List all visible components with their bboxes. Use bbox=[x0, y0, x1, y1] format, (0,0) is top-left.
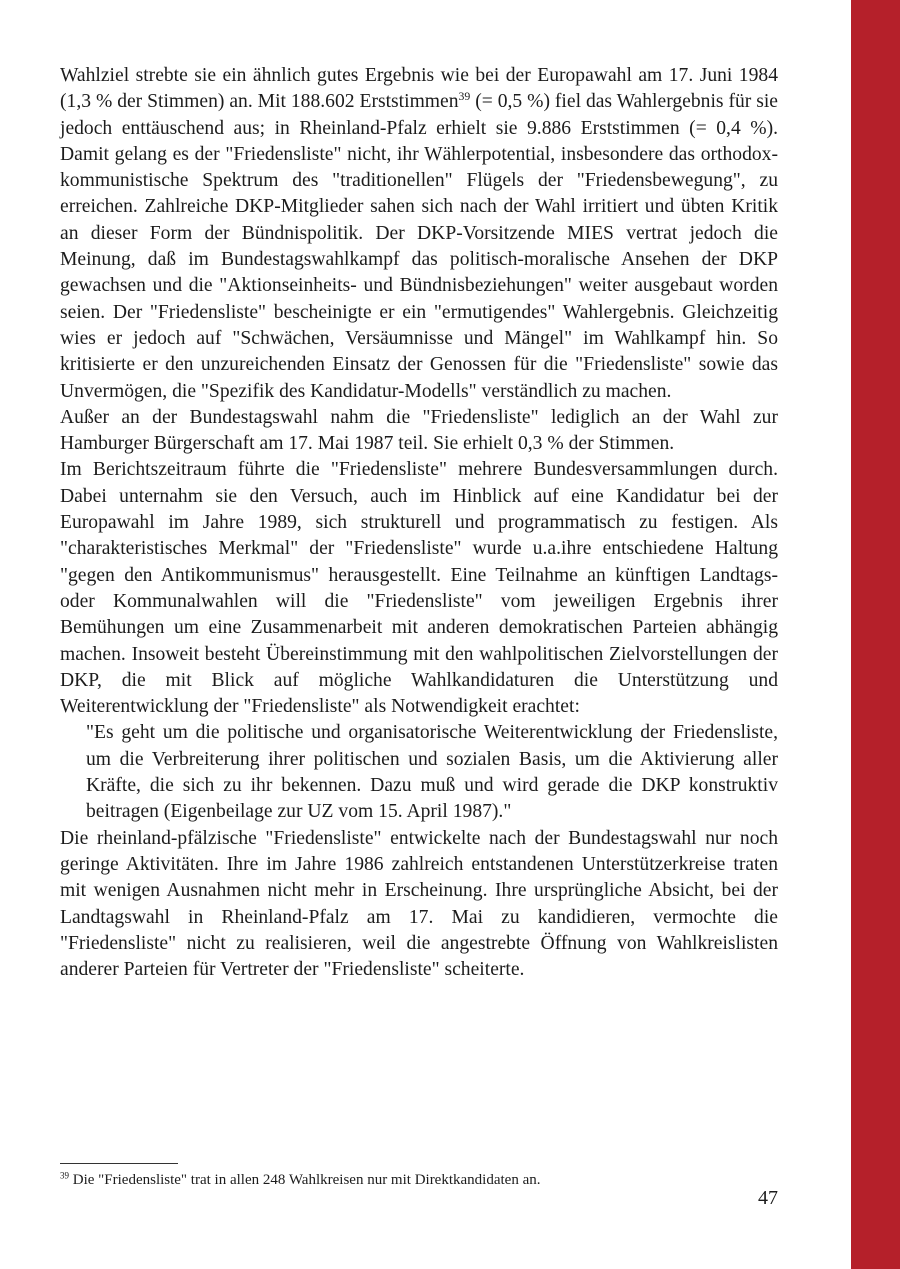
block-quote: "Es geht um die politische und organisatorische Weiterentwicklung der Friedensliste, um die Verbreiterung ihrer politischen und sozialen Basis, um die Aktivierung aller Kräfte, die sich zu ihr bekennen. Dazu muß und wird gerade die DKP konstruktiv beitragen (Eigenbeilage zur UZ vom 15. April 1987)." bbox=[86, 722, 778, 823]
footnote-separator bbox=[60, 1163, 178, 1164]
paragraph-3: Im Berichtszeitraum führte die "Friedensliste" mehrere Bundesversammlungen durch. Dabei unternahm sie den Versuch, auch im Hinblick auf eine Kandidatur bei der Europawahl im Jahre 1989, sich strukturell und programmatisch zu festigen. Als "charakteristisches Merkmal" der "Friedensliste" wurde u.a.ihre entschiedene Haltung "gegen den Antikommunismus" herausgestellt. Eine Teilnahme an künftigen Landtags- oder Kommunalwahlen will die "Friedensliste" vom jeweiligen Ergebnis ihrer Bemühungen um eine Zusammenarbeit mit anderen demokratischen Parteien abhängig machen. Insoweit besteht Übereinstimmung mit den wahlpolitischen Zielvorstellungen der DKP, die mit Blick auf mögliche Wahlkandidaturen die Unterstützung und Weiterentwicklung der "Friedensliste" als Notwendigkeit erachtet: bbox=[60, 459, 778, 718]
footnote bbox=[60, 1170, 760, 1190]
footnote-text: Die "Friedensliste" trat in allen 248 Wahlkreisen nur mit Direktkandidaten an. bbox=[69, 1172, 541, 1188]
paragraph-1 bbox=[60, 63, 778, 405]
page-body bbox=[60, 63, 778, 983]
paragraph-4: Die rheinland-pfälzische "Friedensliste" entwickelte nach der Bundestagswahl nur noch geringe Aktivitäten. Ihre im Jahre 1986 zahlreich entstandenen Unterstützerkreise traten mit wenigen Ausnahmen nicht mehr in Erscheinung. Ihre ursprüngliche Absicht, bei der Landtagswahl in Rheinland-Pfalz am 17. Mai zu kandidieren, vermochte die "Friedensliste" nicht zu realisieren, weil die angestrebte Öffnung von Wahlkreislisten anderer Parteien für Vertreter der "Friedensliste" scheiterte. bbox=[60, 827, 778, 981]
paragraph-2: Außer an der Bundestagswahl nahm die "Friedensliste" lediglich an der Wahl zur Hamburger Bürgerschaft am 17. Mai 1987 teil. Sie erhielt 0,3 % der Stimmen. bbox=[60, 406, 778, 455]
paragraph-1-text-a: Wahlziel strebte sie ein ähnlich gutes Ergebnis wie bei der Europawahl am 17. Juni 1984 (1,3 % der Stimmen) an. Mit 188.602 Erststimmen bbox=[60, 65, 778, 113]
footnote-reference[interactable]: 39 bbox=[458, 90, 471, 104]
page-number: 47 bbox=[758, 1187, 778, 1209]
footnote-number: 39 bbox=[60, 1170, 69, 1181]
red-edge-bar bbox=[851, 0, 900, 1269]
paragraph-1-text-b: (= 0,5 %) fiel das Wahlergebnis für sie jedoch enttäuschend aus; in Rheinland-Pfalz erhielt sie 9.886 Erststimmen (= 0,4 %). Damit gelang es der "Friedensliste" nicht, ihr Wählerpotential, insbesondere das orthodox-kommunistische Spektrum des "traditionellen" Flügels der "Friedensbewegung", zu erreichen. Zahlreiche DKP-Mitglieder sahen sich nach der Wahl irritiert und übten Kritik an dieser Form der Bündnispolitik. Der DKP-Vorsitzende MIES vertrat jedoch die Meinung, daß im Bundestagswahlkampf das politisch-moralische Ansehen der DKP gewachsen und die "Aktionseinheits- und Bündnisbeziehungen" weiter ausgebaut worden seien. Der "Friedensliste" bescheinigte er ein "ermutigendes" Wahlergebnis. Gleichzeitig wies er jedoch auf "Schwächen, Versäumnisse und Mängel" im Wahlkampf hin. So kritisierte er den unzureichenden Einsatz der Genossen für die "Friedensliste" sowie das Unvermögen, die "Spezifik des Kandidatur-Modells" verständlich zu machen. bbox=[60, 91, 778, 402]
